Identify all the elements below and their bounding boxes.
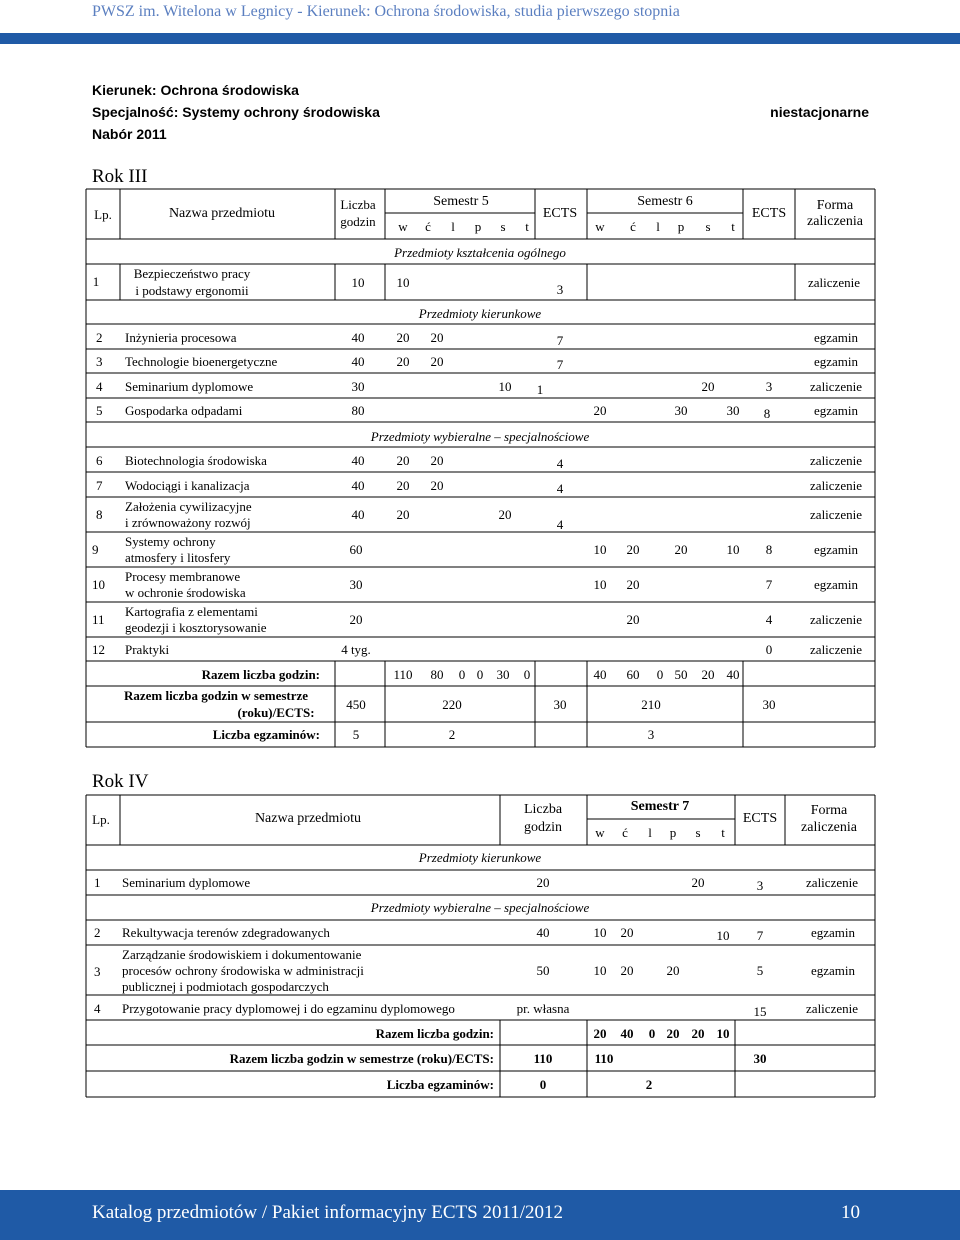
rok4-r1-lp: 1 [94, 875, 101, 890]
rok3-r3-name: Technologie bioenergetyczne [125, 354, 278, 369]
rok3-r11-s6ects: 4 [765, 612, 773, 627]
rok3-title: Rok III [92, 166, 148, 187]
rok4-r1-ects: 3 [756, 878, 764, 893]
rok3-r11-s6c: 20 [626, 612, 640, 627]
rok3-r9-name1: Systemy ochrony [125, 534, 216, 549]
rok4-h-p: p [669, 825, 677, 840]
rok4-egz7: 2 [645, 1077, 653, 1092]
rok4-header-sem7: Semestr 7 [630, 799, 690, 814]
rok4-razem-c: 40 [620, 1026, 634, 1041]
rok3-r7-ects: 4 [556, 481, 564, 496]
rok4-header-liczba: Liczba [523, 802, 563, 817]
page-footer [0, 1190, 960, 1240]
rok3-h6-c: ć [630, 219, 636, 234]
rok3-razem-p5: 0 [476, 667, 484, 682]
rok4-razem-t: 10 [716, 1026, 730, 1041]
rok3-razem-c5: 80 [430, 667, 444, 682]
rok3-r7-name: Wodociągi i kanalizacja [125, 478, 250, 493]
rok3-header-ects6: ECTS [751, 206, 787, 221]
rok3-r10-s6ects: 7 [765, 577, 773, 592]
rok3-r6-s5w: 20 [396, 453, 410, 468]
rok4-egz-total: 0 [539, 1077, 547, 1092]
rok4-r2-w: 10 [593, 925, 607, 940]
rok3-header-godzin: godzin [340, 214, 376, 229]
specjalnosc-label: Specjalność: Systemy ochrony środowiska [92, 104, 380, 120]
rok3-egz6: 3 [647, 727, 655, 742]
rok3-r1-ects: 3 [556, 282, 564, 297]
rok3-section-ogolne: Przedmioty kształcenia ogólnego [394, 245, 566, 260]
rok3-r11-godz: 20 [349, 612, 363, 627]
rok4-header-zaliczenia: zaliczenia [801, 820, 857, 835]
rok4-header-lp: Lp. [92, 812, 110, 827]
rok3-r7-s5c: 20 [430, 478, 444, 493]
rok3-r3-lp: 3 [96, 354, 103, 369]
rok3-r3-godz: 40 [351, 354, 365, 369]
rok4-title: Rok IV [92, 771, 149, 792]
rok4-r1-name: Seminarium dyplomowe [122, 875, 251, 890]
rok3-r8-ects: 4 [556, 517, 564, 532]
rok3-r4-s5ects: 1 [536, 382, 544, 397]
rok3-h6-p: p [677, 219, 685, 234]
rok3-razem-t6: 40 [726, 667, 740, 682]
rok3-h5-c: ć [425, 219, 431, 234]
rok4-r2-forma: egzamin [810, 925, 855, 940]
rok3-r2-s5w: 20 [396, 330, 410, 345]
rok4-r3-name2: procesów ochrony środowiska w administracji [122, 963, 364, 978]
rok3-h6-s: s [705, 219, 711, 234]
rok3-sem-total: 450 [346, 697, 366, 712]
rok3-h5-l: l [451, 219, 455, 234]
rok3-header-sem5: Semestr 5 [433, 194, 489, 209]
rok3-r12-name: Praktyki [125, 642, 170, 657]
rok3-r4-name: Seminarium dyplomowe [125, 379, 254, 394]
rok3-egz5: 2 [448, 727, 456, 742]
rok3-r11-name2: geodezji i kosztorysowanie [125, 620, 267, 635]
rok4-h-t: t [721, 825, 725, 840]
rok3-r12-lp: 12 [92, 642, 105, 657]
rok3-r10-s6w: 10 [593, 577, 607, 592]
rok3-r9-name2: atmosfery i litosfery [125, 550, 231, 565]
rok3-r1-godz: 10 [351, 275, 365, 290]
rok3-r11-name1: Kartografia z elementami [125, 604, 258, 619]
rok3-h6-t: t [731, 219, 735, 234]
rok4-razem-label: Razem liczba godzin: [375, 1026, 494, 1041]
rok4-r2-name: Rekultywacja terenów zdegradowanych [122, 925, 330, 940]
rok4-r3-name3: publicznej i podmiotach gospodarczych [122, 979, 329, 994]
rok3-r11-lp: 11 [92, 612, 105, 627]
rok3-egz-total: 5 [352, 727, 360, 742]
rok3-r9-s6w: 10 [593, 542, 607, 557]
rok3-r5-forma: egzamin [813, 403, 858, 418]
rok4-r3-w: 10 [593, 963, 607, 978]
rok3-r10-s6c: 20 [626, 577, 640, 592]
rok3-r8-forma: zaliczenie [810, 507, 862, 522]
rok3-r12-forma: zaliczenie [810, 642, 862, 657]
rok4-r2-c: 20 [620, 925, 634, 940]
rok4-header-godzin: godzin [523, 820, 563, 835]
rok3-h6-l: l [656, 219, 660, 234]
rok3-h5-p: p [474, 219, 482, 234]
rok3-r6-lp: 6 [96, 453, 103, 468]
rok3-razem-s6: 20 [701, 667, 715, 682]
rok3-r10-name1: Procesy membranowe [125, 569, 241, 584]
nabor-label: Nabór 2011 [92, 126, 167, 142]
rok3-razem-c6: 60 [626, 667, 640, 682]
rok3-r6-name: Biotechnologia środowiska [125, 453, 267, 468]
rok3-r1-s5w: 10 [396, 275, 410, 290]
rok3-r12-s6ects: 0 [765, 642, 773, 657]
rok4-r4-ects: 15 [753, 1004, 767, 1019]
rok4-r3-forma: egzamin [810, 963, 855, 978]
rok3-header-ects5: ECTS [542, 206, 578, 221]
rok4-razem-p: 20 [666, 1026, 680, 1041]
rok3-r9-s6ects: 8 [765, 542, 773, 557]
rok4-r3-ects: 5 [756, 963, 764, 978]
rok3-sem5-godz: 220 [442, 697, 462, 712]
rok3-section-wybieralne: Przedmioty wybieralne – specjalnościowe [370, 429, 590, 444]
rok3-sem6-ects: 30 [762, 697, 776, 712]
rok3-r7-godz: 40 [351, 478, 365, 493]
rok4-r4-lp: 4 [94, 1001, 101, 1016]
rok3-r7-s5w: 20 [396, 478, 410, 493]
rok3-r9-lp: 9 [92, 542, 99, 557]
rok3-r6-godz: 40 [351, 453, 365, 468]
rok3-r10-forma: egzamin [813, 577, 858, 592]
rok3-r1-name2: i podstawy ergonomii [135, 283, 249, 298]
rok4-r4-forma: zaliczenie [806, 1001, 858, 1016]
rok3-r6-forma: zaliczenie [810, 453, 862, 468]
rok4-header-nazwa: Nazwa przedmiotu [254, 811, 362, 826]
rok4-header-forma: Forma [810, 803, 848, 818]
rok3-r2-ects: 7 [556, 333, 564, 348]
rok3-r5-s6w: 20 [593, 403, 607, 418]
rok3-r5-s6ects: 8 [763, 406, 771, 421]
rok3-r5-name: Gospodarka odpadami [125, 403, 243, 418]
rok3-r3-s5w: 20 [396, 354, 410, 369]
rok3-r8-name2: i zrównoważony rozwój [125, 515, 251, 530]
page-number: 10 [841, 1202, 860, 1223]
rok4-r3-p: 20 [666, 963, 680, 978]
header-title: PWSZ im. Witelona w Legnicy - Kierunek: Ochrona środowiska, studia pierwszego stopnia [92, 3, 680, 20]
rok4-r2-s: 10 [716, 928, 730, 943]
rok3-r5-lp: 5 [96, 403, 103, 418]
rok3-header-forma: Forma [816, 198, 854, 213]
rok3-r4-forma: zaliczenie [810, 379, 862, 394]
rok3-r4-godz: 30 [351, 379, 365, 394]
rok3-razem-t5: 0 [523, 667, 531, 682]
rok4-section-wybieralne: Przedmioty wybieralne – specjalnościowe [370, 900, 590, 915]
rok3-header-lp: Lp. [94, 207, 112, 222]
rok4-section-kierunkowe: Przedmioty kierunkowe [418, 850, 542, 865]
rok3-sem-label2: (roku)/ECTS: [237, 705, 315, 720]
rok3-header-sem6: Semestr 6 [637, 194, 693, 209]
rok3-r8-s5p: 20 [498, 507, 512, 522]
rok3-razem-l6: 0 [656, 667, 664, 682]
rok3-r8-s5w: 20 [396, 507, 410, 522]
rok3-h5-w: w [398, 219, 408, 234]
rok3-header-liczba: Liczba [340, 197, 376, 212]
rok4-r2-ects: 7 [756, 928, 764, 943]
rok3-r5-s6l: 30 [674, 403, 688, 418]
rok3-r10-godz: 30 [349, 577, 363, 592]
footer-title: Katalog przedmiotów / Pakiet informacyjny ECTS 2011/2012 [92, 1202, 564, 1223]
rok3-r2-name: Inżynieria procesowa [125, 330, 237, 345]
rok3-header-zaliczenia: zaliczenia [807, 214, 863, 229]
rok4-razem-w: 20 [593, 1026, 607, 1041]
rok3-r2-godz: 40 [351, 330, 365, 345]
rok4-sem7-godz: 110 [594, 1051, 614, 1066]
rok4-sem-total: 110 [533, 1051, 553, 1066]
rok3-r9-forma: egzamin [813, 542, 858, 557]
rok3-r4-s6ects: 3 [765, 379, 773, 394]
rok3-r1-name1: Bezpieczeństwo pracy [133, 266, 251, 281]
rok3-r3-ects: 7 [556, 357, 564, 372]
rok3-r10-name2: w ochronie środowiska [125, 585, 246, 600]
rok4-r3-lp: 3 [94, 964, 101, 979]
rok4-r4-godz: pr. własna [516, 1001, 570, 1016]
rok3-razem-l5: 0 [458, 667, 466, 682]
rok3-h5-t: t [525, 219, 529, 234]
rok3-r4-s5s: 10 [498, 379, 512, 394]
rok3-razem-p6: 50 [674, 667, 688, 682]
rok4-r2-godz: 40 [536, 925, 550, 940]
rok3-h5-s: s [500, 219, 506, 234]
rok3-r4-lp: 4 [96, 379, 103, 394]
rok3-r9-s6l: 20 [674, 542, 688, 557]
rok3-r10-lp: 10 [92, 577, 105, 592]
rok3-r6-ects: 4 [556, 456, 564, 471]
rok4-r3-godz: 50 [536, 963, 550, 978]
rok3-section-kierunkowe: Przedmioty kierunkowe [418, 306, 542, 321]
kierunek-label: Kierunek: Ochrona środowiska [92, 82, 299, 98]
rok3-sem5-ects: 30 [553, 697, 567, 712]
rok3-r2-lp: 2 [96, 330, 103, 345]
rok4-egz-label: Liczba egzaminów: [386, 1077, 494, 1092]
rok3-r3-forma: egzamin [813, 354, 858, 369]
rok3-r4-s6s: 20 [701, 379, 715, 394]
tryb-label: niestacjonarne [770, 104, 869, 120]
rok3-r9-s6c: 20 [626, 542, 640, 557]
rok3-r3-s5c: 20 [430, 354, 444, 369]
rok4-r4-name: Przygotowanie pracy dyplomowej i do egzaminu dyplomowego [122, 1001, 455, 1016]
rok3-r8-name1: Założenia cywilizacyjne [125, 499, 252, 514]
rok4-r1-godz: 20 [536, 875, 550, 890]
rok3-r1-lp: 1 [92, 274, 100, 289]
rok4-h-w: w [595, 825, 605, 840]
rok3-sem-label1: Razem liczba godzin w semestrze [123, 688, 309, 703]
rok4-sem-label: Razem liczba godzin w semestrze (roku)/ECTS: [229, 1051, 494, 1066]
rok4-h-s: s [695, 825, 701, 840]
rok4-r1-forma: zaliczenie [806, 875, 858, 890]
rok4-razem-l: 0 [648, 1026, 656, 1041]
rok3-sem6-godz: 210 [641, 697, 661, 712]
rok4-r1-s: 20 [691, 875, 705, 890]
rok3-razem-w6: 40 [593, 667, 607, 682]
rok3-r7-forma: zaliczenie [810, 478, 862, 493]
rok4-h-l: l [648, 825, 652, 840]
rok3-h6-w: w [595, 219, 605, 234]
rok3-r12-godz: 4 tyg. [341, 642, 371, 657]
rok4-r2-lp: 2 [94, 925, 101, 940]
rok3-r2-s5c: 20 [430, 330, 444, 345]
rok3-r2-forma: egzamin [813, 330, 858, 345]
rok3-r1-forma: zaliczenie [808, 275, 860, 290]
rok3-r8-godz: 40 [351, 507, 365, 522]
rok3-r9-godz: 60 [349, 542, 363, 557]
rok4-r3-name1: Zarządzanie środowiskiem i dokumentowanie [122, 947, 362, 962]
rok4-sem7-ects: 30 [753, 1051, 767, 1066]
rok3-razem-label: Razem liczba godzin: [201, 667, 320, 682]
rok3-razem-w5: 110 [393, 667, 413, 682]
rok3-r5-godz: 80 [351, 403, 365, 418]
rok3-r5-s6p: 30 [726, 403, 740, 418]
rok3-r9-s6p: 10 [726, 542, 740, 557]
rok3-r11-forma: zaliczenie [810, 612, 862, 627]
rok4-razem-s: 20 [691, 1026, 705, 1041]
rok4-r3-c: 20 [620, 963, 634, 978]
rok3-r8-lp: 8 [96, 507, 103, 522]
rok3-razem-s5: 30 [496, 667, 510, 682]
rok4-h-c: ć [622, 825, 628, 840]
rok3-r6-s5c: 20 [430, 453, 444, 468]
rok4-header-ects: ECTS [742, 811, 778, 826]
rok3-r7-lp: 7 [96, 478, 103, 493]
rok3-header-nazwa: Nazwa przedmiotu [168, 206, 276, 221]
rok3-egz-label: Liczba egzaminów: [212, 727, 320, 742]
